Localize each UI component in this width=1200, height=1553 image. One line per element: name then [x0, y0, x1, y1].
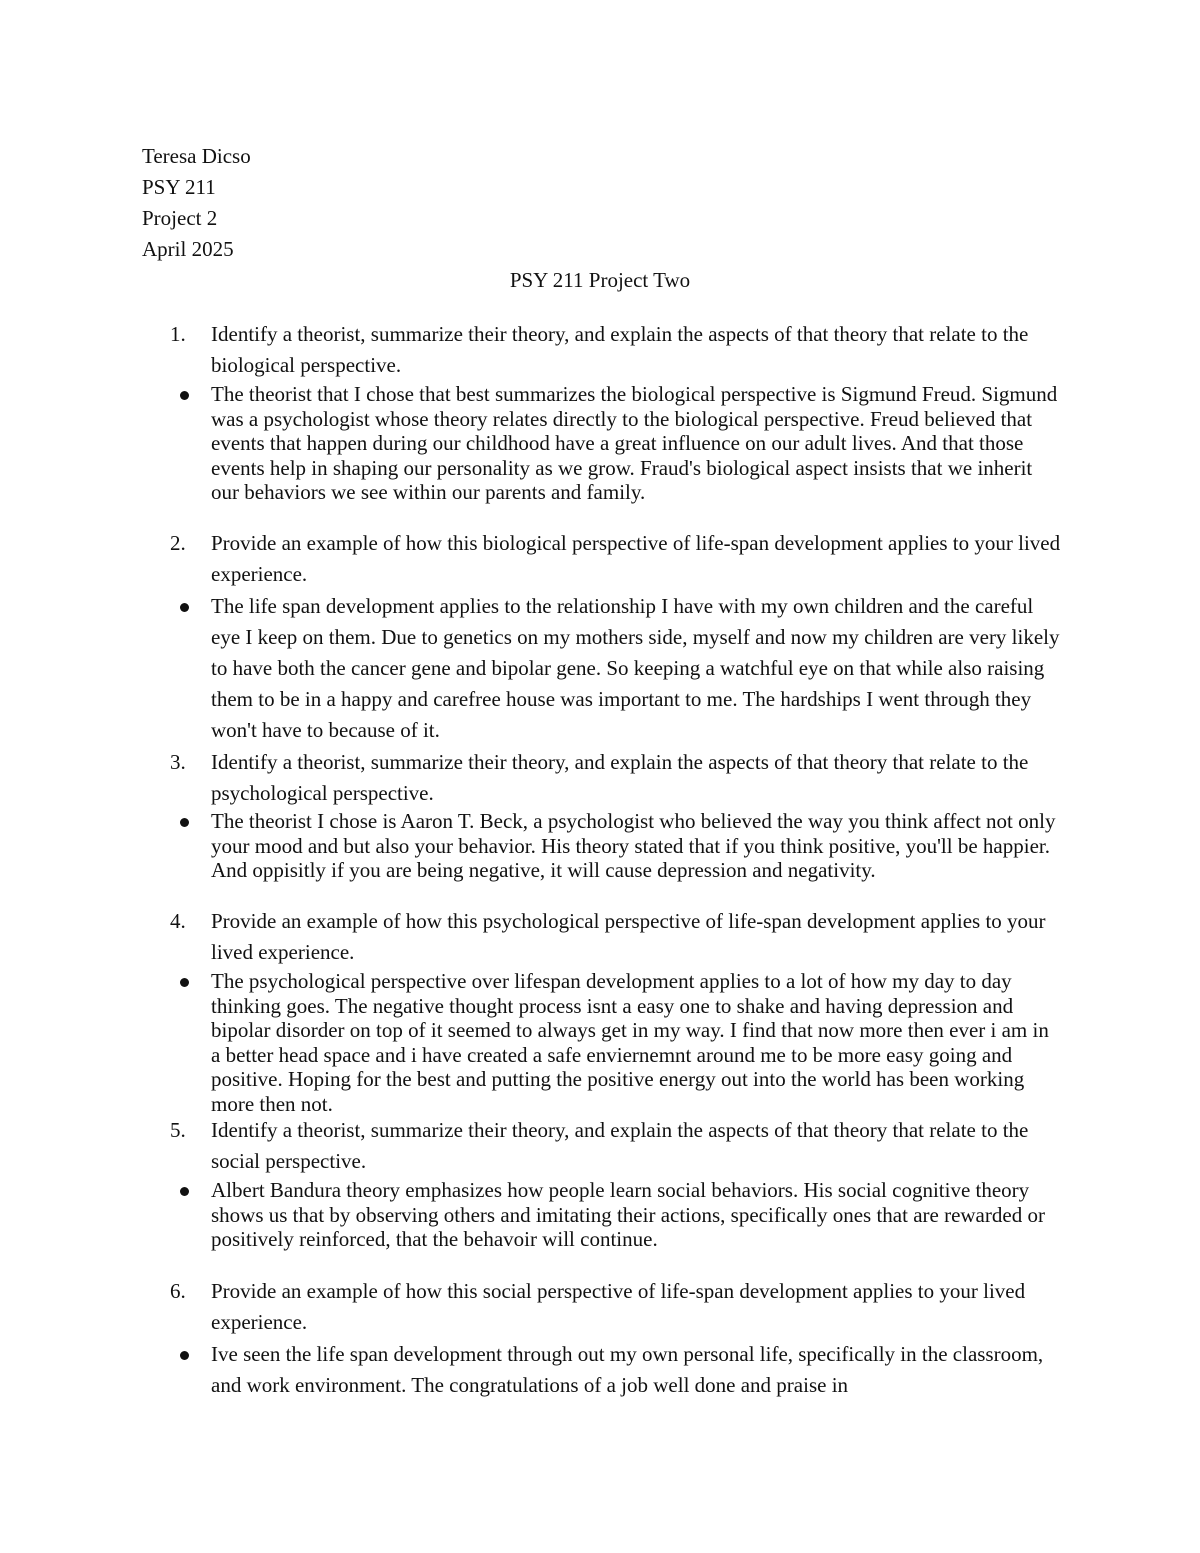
answer-text: The life span development applies to the relationship I have with my own children and the careful eye I keep on them. Due to genetics on my mothers side, myself and now my children are very likely to have both the cancer gene and bipolar gene. So keeping a watchful eye on that while also raising them to be in a happy and carefree house was important to me. The hardships I went through they won't have to because of it. — [211, 594, 1060, 742]
assignment-name: Project 2 — [142, 206, 218, 230]
bullet-icon — [180, 978, 189, 987]
bullet-icon — [180, 603, 189, 612]
bullet-icon — [180, 1351, 189, 1360]
question-text: Identify a theorist, summarize their theory, and explain the aspects of that theory that relate to the social perspective. — [211, 1118, 1029, 1173]
answer-text: Albert Bandura theory emphasizes how people learn social behaviors. His social cognitive theory shows us that by observing others and imitating their actions, specifically ones that are rewarded or positively reinforced, that the behavoir will continue. — [211, 1178, 1045, 1252]
question-number: 4. — [170, 909, 186, 933]
question-text: Identify a theorist, summarize their theory, and explain the aspects of that theory that relate to the psychological perspective. — [211, 750, 1029, 805]
answer-text: The theorist that I chose that best summarizes the biological perspective is Sigmund Freud. Sigmund was a psychologist whose theory relates directly to the biological perspective. Freud believed that events that happen during our childhood have a great influence on our adult lives. And that those events help in shaping our personality as we grow. Fraud's biological aspect insists that we inherit our behaviors we see within our parents and family. — [211, 382, 1058, 505]
bullet-icon — [180, 1187, 189, 1196]
answer-text: The psychological perspective over lifespan development applies to a lot of how my day to day thinking goes. The negative thought process isnt a easy one to shake and having depression and bipolar disorder on top of it seemed to always get in my way. I find that now more then ever i am in a better head space and i have created a safe enviernemnt around me to be more easy going and positive. Hoping for the best and putting the positive energy out into the world has been working more then not. — [211, 969, 1049, 1116]
question-number: 5. — [170, 1118, 186, 1142]
question-number: 3. — [170, 750, 186, 774]
question-text: Provide an example of how this biological perspective of life-span development applies to your lived experience. — [211, 531, 1061, 586]
bullet-icon — [180, 818, 189, 827]
question-number: 1. — [170, 322, 186, 346]
answer-text: Ive seen the life span development through out my own personal life, specifically in the classroom, and work environment. The congratulations of a job well done and praise in — [211, 1342, 1044, 1397]
submission-date: April 2025 — [142, 237, 234, 261]
course-code: PSY 211 — [142, 175, 216, 199]
bullet-icon — [180, 391, 189, 400]
question-text: Identify a theorist, summarize their theory, and explain the aspects of that theory that relate to the biological perspective. — [211, 322, 1029, 377]
question-text: Provide an example of how this social perspective of life-span development applies to your lived experience. — [211, 1279, 1026, 1334]
answer-text: The theorist I chose is Aaron T. Beck, a psychologist who believed the way you think affect not only your mood and but also your behavior. His theory stated that if you think positive, you'll be happier. And oppisitly if you are being negative, it will cause depression and negativity. — [211, 809, 1056, 883]
question-number: 2. — [170, 531, 186, 555]
question-number: 6. — [170, 1279, 186, 1303]
question-text: Provide an example of how this psychological perspective of life-span development applies to your lived experience. — [211, 909, 1046, 964]
document-title: PSY 211 Project Two — [509, 268, 691, 292]
author-name: Teresa Dicso — [142, 144, 251, 168]
